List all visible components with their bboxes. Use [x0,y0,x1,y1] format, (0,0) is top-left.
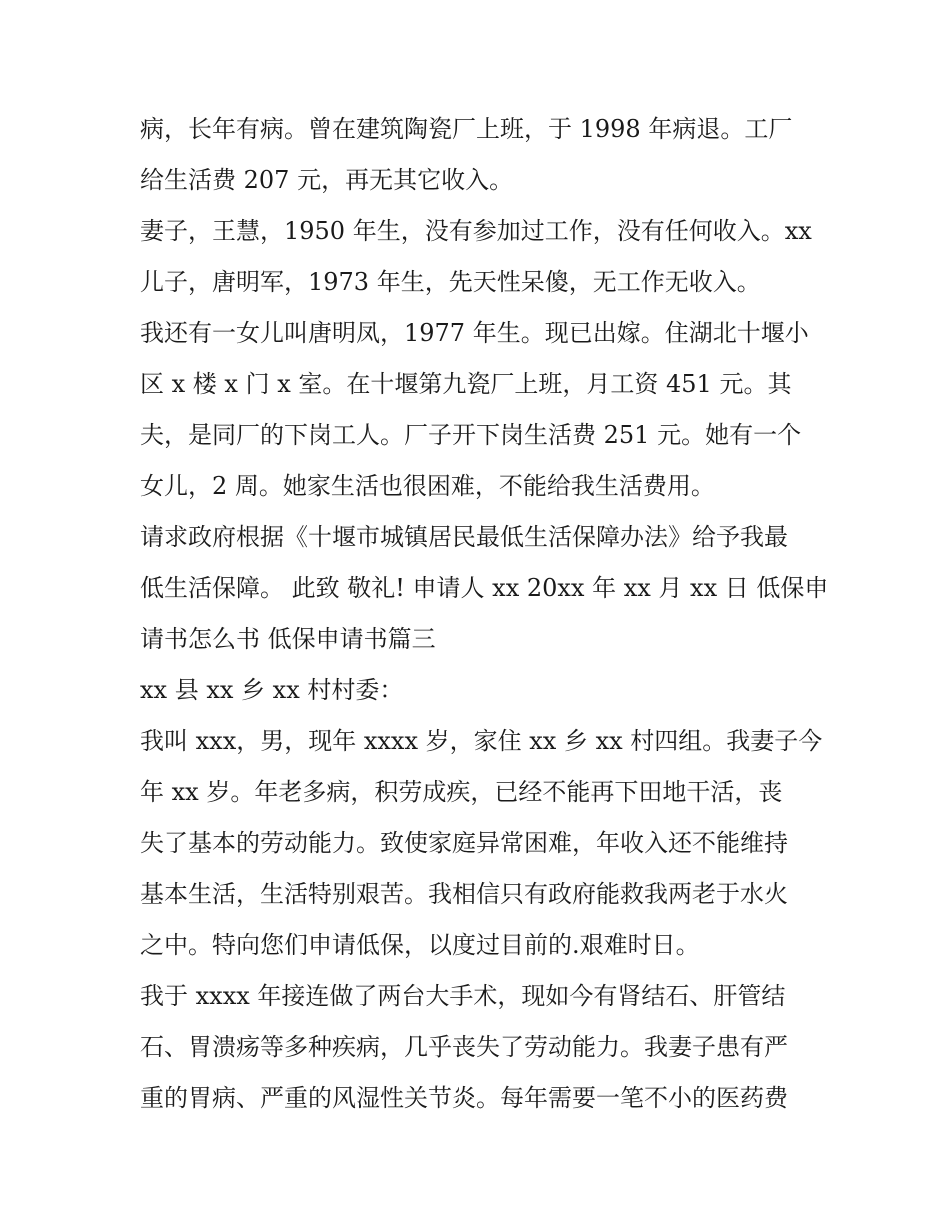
text-line: xx 县 xx 乡 xx 村村委： [140,676,404,704]
text-line: 请书怎么书 低保申请书篇三 [140,625,436,653]
text-line: 基本生活，生活特别艰苦。我相信只有政府能救我两老于水火 [140,880,788,908]
text-line: 我于 xxxx 年接连做了两台大手术，现如今有肾结石、肝管结 [140,982,786,1010]
text-line: 我叫 xxx，男，现年 xxxx 岁，家住 xx 乡 xx 村四组。我妻子今 [140,727,823,755]
document-body [140,104,840,1124]
text-line: 我还有一女儿叫唐明凤，1977 年生。现已出嫁。住湖北十堰小 [140,319,809,347]
text-line: 年 xx 岁。年老多病，积劳成疾，已经不能再下田地干活，丧 [140,778,783,806]
text-line: 区 x 楼 x 门 x 室。在十堰第九瓷厂上班，月工资 451 元。其 [140,370,792,398]
text-line: 给生活费 207 元，再无其它收入。 [140,166,514,194]
text-line: 病，长年有病。曾在建筑陶瓷厂上班，于 1998 年病退。工厂 [140,115,793,143]
text-line: 请求政府根据《十堰市城镇居民最低生活保障办法》给予我最 [140,523,788,551]
text-line: 石、胃溃疡等多种疾病，几乎丧失了劳动能力。我妻子患有严 [140,1033,788,1061]
text-line: 女儿，2 周。她家生活也很困难，不能给我生活费用。 [140,472,715,500]
text-line: 之中。特向您们申请低保，以度过目前的.艰难时日。 [140,931,700,959]
text-line: 妻子，王慧，1950 年生，没有参加过工作，没有任何收入。xx [140,217,812,245]
text-line: 重的胃病、严重的风湿性关节炎。每年需要一笔不小的医药费 [140,1084,788,1112]
text-line: 儿子，唐明军，1973 年生，先天性呆傻，无工作无收入。 [140,268,761,296]
text-line: 失了基本的劳动能力。致使家庭异常困难，年收入还不能维持 [140,829,788,857]
text-line: 低生活保障。 此致 敬礼! 申请人 xx 20xx 年 xx 月 xx 日 低保申 [140,574,829,602]
text-line: 夫，是同厂的下岗工人。厂子开下岗生活费 251 元。她有一个 [140,421,802,449]
